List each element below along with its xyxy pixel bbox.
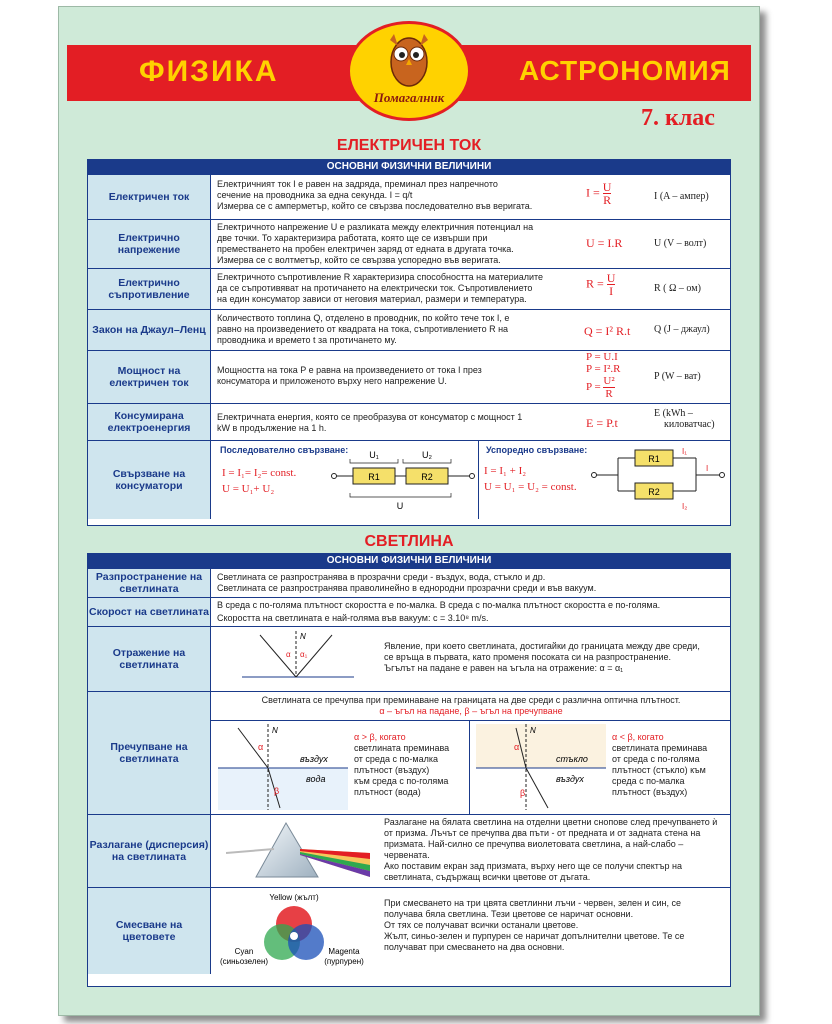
table-row [88, 403, 730, 440]
svg-text:U₁: U₁ [369, 450, 379, 460]
row-label: Свързване на консуматори [88, 441, 211, 519]
row-description: В среда с по-голяма плътност скоростта е по-малка. В среда с по-малка плътност скоростта е по-голяма. Скоростта на светлината е най-голяма във вакуум: c = 3.10⁸ m/s. [217, 600, 661, 623]
formula: E = P.t [586, 416, 618, 430]
svg-text:U₂: U₂ [422, 450, 432, 460]
light-table [87, 553, 731, 987]
color-mixing-venn-diagram [220, 890, 380, 972]
svg-text:стъкло: стъкло [556, 754, 588, 764]
table-row [88, 568, 730, 597]
row-description: Светлината се разпространява в прозрачни среди - въздух, вода, стъкло и др. Светлината се разпространява праволинейно в еднородни прозрачни среди и във вакуум. [217, 572, 597, 593]
svg-text:N: N [300, 632, 306, 641]
svg-text:I₂: I₂ [682, 502, 688, 511]
reflection-diagram [238, 629, 358, 689]
svg-text:R2: R2 [648, 487, 660, 497]
row-label: Електричен ток [88, 175, 211, 219]
parallel-circuit-diagram [588, 443, 728, 517]
svg-text:R1: R1 [648, 454, 660, 464]
svg-text:Magenta: Magenta [328, 947, 360, 956]
svg-text:N: N [530, 726, 536, 735]
series-title: Последователно свързване: [220, 445, 349, 455]
divider [469, 720, 470, 814]
logo [347, 21, 471, 121]
table-row [88, 440, 730, 519]
table-row [88, 350, 730, 403]
row-description: Електричната енергия, която се преобразува от консуматор с мощност 1 kW в продължение на 1 h. [217, 412, 523, 433]
table-row [88, 887, 730, 974]
row-label: Разпространение на светлината [88, 569, 211, 597]
svg-text:α₁: α₁ [300, 650, 308, 659]
section-title-light: СВЕТЛИНА [364, 533, 454, 550]
unit: Q (J – джаул) [654, 324, 710, 335]
formula: R = $\frac{U}{I}$ [586, 271, 616, 298]
row-description: Мощността на тока P е равна на произведението от тока I през консуматора и приложеното върху него напрежение U. [217, 365, 482, 386]
row-description: При смесването на три цвята светлинни лъчи - червен, зелен и син, се получава бяла светлина. Тези цветове се наричат основни. От тях се получават всички останали цветове. Жълт, синьо-зелен и пурпурен се наричат допълнителни цветове. Те се получават при смесването на два основни. [384, 898, 685, 952]
row-description: Електричното напрежение U е разликата между електричния потенциал на две точки. То характеризира работата, която ще се извърши при преместването на пробен електричен заряд от едната в другата точка. Измерва се с волтметър, който се свързва успоредно във веригата. [217, 222, 534, 265]
svg-text:(синьозелен): (синьозелен) [220, 957, 269, 966]
section-title-electric: ЕЛЕКТРИЧЕН ТОК [336, 137, 482, 154]
unit: I (A – ампер) [654, 191, 709, 202]
svg-text:въздух: въздух [556, 774, 584, 784]
table-row [88, 219, 730, 268]
formula: U = I.R [586, 236, 623, 250]
row-description: Количеството топлина Q, отделено в проводник, по който тече ток I, е равно на произведението от квадрата на тока, съпротивлението R на проводника и времето t за протичането му. [217, 313, 510, 345]
row-label: Електрично съпротивление [88, 269, 211, 309]
row-label: Пречупване на светлината [88, 692, 211, 814]
table-row [88, 268, 730, 309]
row-label: Разлагане (дисперсия) на светлината [88, 815, 211, 887]
row-label: Консумирана електроенергия [88, 404, 211, 440]
svg-text:α: α [514, 742, 520, 752]
svg-text:I: I [706, 464, 709, 473]
svg-text:R1: R1 [368, 472, 380, 482]
formula: P = U.I P = I².R P = $\frac{\text{U²}}{R}$ [586, 351, 621, 400]
logo-text: Помагалник [373, 90, 445, 105]
svg-text:N: N [272, 726, 278, 735]
owl-icon [384, 30, 434, 90]
unit: R ( Ω – ом) [654, 283, 701, 294]
unit: U (V – волт) [654, 238, 707, 249]
series-formulas: I = I₁= I₂= const. U = U₁+ U₂ [222, 467, 297, 495]
title-astronomy: АСТРОНОМИЯ [519, 55, 731, 86]
svg-text:Cyan: Cyan [234, 947, 254, 956]
svg-text:въздух: въздух [300, 754, 328, 764]
parallel-title: Успоредно свързване: [486, 445, 588, 455]
poster [58, 6, 760, 1016]
table-row [88, 597, 730, 626]
svg-text:I₁: I₁ [682, 447, 687, 456]
unit: E (kWh – киловатчас) [654, 408, 715, 430]
title-physics: ФИЗИКА [139, 55, 279, 88]
row-label: Отражение на светлината [88, 627, 211, 691]
row-label: Закон на Джаул–Ленц [88, 310, 211, 350]
table-row [88, 691, 730, 814]
row-label: Електрично напрежение [88, 220, 211, 268]
table-row [88, 309, 730, 350]
table-header: ОСНОВНИ ФИЗИЧНИ ВЕЛИЧИНИ [88, 160, 730, 174]
table-row [88, 174, 730, 219]
svg-text:α: α [286, 650, 291, 659]
divider [210, 720, 730, 721]
grade-label: 7. клас [641, 105, 715, 131]
svg-text:β: β [274, 786, 280, 796]
svg-text:α: α [258, 742, 264, 752]
refraction-diagram-right [476, 724, 606, 810]
unit: P (W – ват) [654, 371, 701, 382]
prism-dispersion-diagram [226, 819, 372, 883]
refraction-left-text: α > β, когато светлината преминава от среда с по-малка плътност (въздух) към среда с по-голяма плътност (вода) [354, 732, 450, 797]
formula: Q = I² R.t [584, 324, 631, 338]
svg-text:вода: вода [306, 774, 326, 784]
row-description: Електричното съпротивление R характеризира способността на материалите да се съпротивяват на протичането на електрически ток. Съпротивлението на един консуматор зависи от неговия материал, размери и температура. [217, 272, 544, 304]
refraction-right-text: α < β, когато светлината преминава от среда с по-голяма плътност (стъкло) към среда с по-малка плътност (въздух) [612, 732, 708, 797]
table-row [88, 626, 730, 691]
row-description: Електричният ток I е равен на задряда, преминал през напречното сечение на проводника за една секунда. I = q/t Измерва се с амперметър, който се свързва последователно във веригата. [217, 179, 533, 211]
electric-table [87, 159, 731, 526]
refraction-intro: Светлината се пречупва при преминаване на границата на две среди с различна оптична плътност. α – ъгъл на падане, β – ъгъл на пречупване [261, 695, 681, 716]
svg-text:Yellow (жълт): Yellow (жълт) [269, 893, 319, 902]
svg-text:U: U [396, 501, 404, 511]
svg-text:(пурпурен): (пурпурен) [324, 957, 364, 966]
svg-text:R2: R2 [421, 472, 433, 482]
row-label: Скорост на светлината [88, 598, 211, 626]
svg-text:β: β [520, 788, 526, 798]
parallel-formulas: I = I₁ + I₂ U = U₁ = U₂ = const. [484, 465, 577, 493]
refraction-diagram-left [218, 724, 348, 810]
table-header: ОСНОВНИ ФИЗИЧНИ ВЕЛИЧИНИ [88, 554, 730, 568]
formula: I = $\frac{U}{R}$ [586, 180, 612, 207]
series-circuit-diagram [328, 449, 478, 515]
row-description: Явление, при което светлината, достигайки до границата между две среди, се връща в първата, като променя посоката си на разпространение. Ъгълът на падане е равен на ъгъла на отражение: α = α₁ [384, 641, 700, 673]
row-label: Мощност на електричен ток [88, 351, 211, 403]
table-row [88, 814, 730, 887]
row-description: Разлагане на бялата светлина на отделни цветни снопове след пречупването ѝ от призма. Лъчът се пречупва два пъти - от предната и от задната стена на призмата. Най-силно се пречупва виолетовата светлина, а най-слабо – червената. Ако поставим екран зад призмата, върху него ще се получи спектър на светлината, съдържащ всички цветове от дъгата. [384, 817, 718, 882]
divider [478, 441, 479, 519]
row-label: Смесване на цветовете [88, 888, 211, 974]
